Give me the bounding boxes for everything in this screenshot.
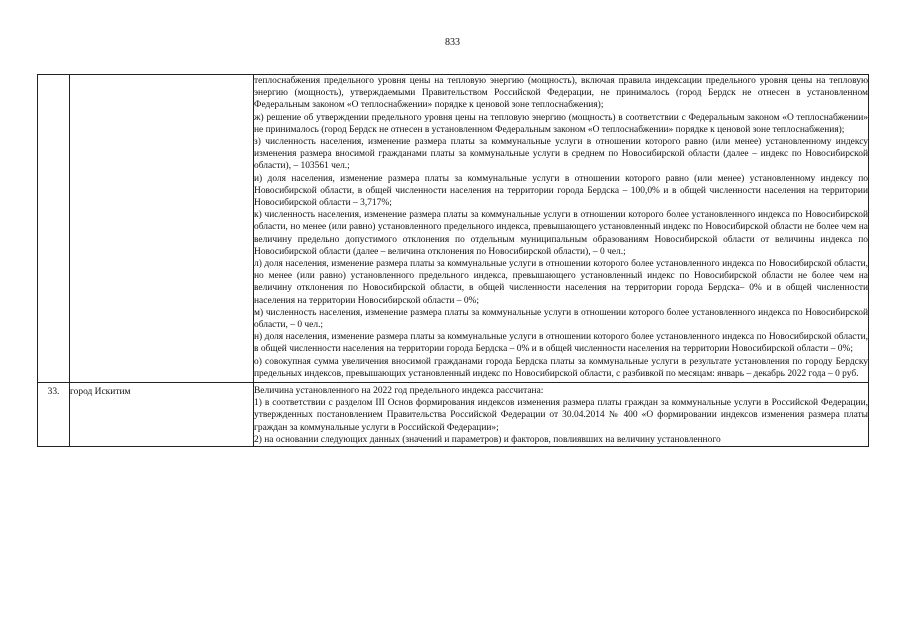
row-number-cell: [38, 75, 70, 383]
page-number: 833: [445, 37, 460, 48]
paragraph: л) доля населения, изменение размера платы за коммунальные услуги в отношении которого более установленного индекса по Новосибирской области, но менее (или равно) установленного предельного индекса, превышающего установленный индекс по Новосибирской области не более чем на величину отклонения по Новосибирской области, в общей численности населения на территории города Бердска– 0% и в общей численности населения на территории Новосибирской области – 0%;: [254, 259, 868, 306]
paragraph: н) доля населения, изменение размера платы за коммунальные услуги в отношении которого более установленного индекса по Новосибирской области, в общей численности населения на территории города Бердска – 0% и в общей численности населения на территории Новосибирской области – 0%;: [254, 332, 868, 355]
paragraph: и) доля населения, изменение размера платы за коммунальные услуги в отношении которого равно (или менее) установленному индексу по Новосибирской области, в общей численности населения на территории города Бердска – 100,0% и в общей численности населения на территории Новосибирской области – 3,717%;: [254, 173, 868, 209]
calculation-text-cell: [254, 75, 869, 383]
paragraph: теплоснабжения предельного уровня цены на тепловую энергию (мощность), включая правила индексации предельного уровня цены на тепловую энергию (мощность), утверждаемыми Правительством Российской Федерации, не принималось (город Бердск не отнесен в установленном Федеральным законом «О теплоснабжении» порядке к ценовой зоне теплоснабжения);: [254, 76, 868, 111]
municipality-name-cell: [70, 75, 254, 383]
calculation-text-cell: [254, 383, 869, 447]
row-number-cell: 33.: [38, 383, 70, 447]
paragraph: 2) на основании следующих данных (значений и параметров) и факторов, повлиявших на величину установленного: [254, 434, 721, 445]
paragraph: 1) в соответствии с разделом III Основ формирования индексов изменения размера платы граждан за коммунальные услуги в Российской Федерации, утвержденных постановлением Правительства Российской Федерации от 30.04.2014 № 400 «О формировании индексов изменения размера платы граждан за коммунальные услуги в Российской Федерации»;: [254, 398, 868, 433]
table-row: [38, 383, 869, 447]
paragraph: о) совокупная сумма увеличения вносимой гражданами города Бердска платы за коммунальные услуги в результате установления по городу Бердску предельных индексов, превышающих установленный индекс по Новосибирской области, с разбивкой по месяцам: январь – декабрь 2022 года – 0 руб.: [254, 356, 868, 379]
municipality-name-cell: город Искитим: [70, 383, 254, 447]
paragraph: Величина установленного на 2022 год предельного индекса рассчитана:: [254, 386, 544, 397]
paragraph: ж) решение об утверждении предельного уровня цены на тепловую энергию (мощность) в соответствии с Федеральным законом «О теплоснабжении» не принималось (город Бердск не отнесен в установленном Федеральным законом «О теплоснабжении» порядке к ценовой зоне теплоснабжения);: [254, 112, 868, 135]
paragraph: м) численность населения, изменение размера платы за коммунальные услуги в отношении которого более установленного индекса по Новосибирской области, – 0 чел.;: [254, 307, 868, 331]
paragraph: к) численность населения, изменение размера платы за коммунальные услуги в отношении которого более установленного индекса по Новосибирской области, но менее (или равно) установленного предельного индекса, превышающего установленный индекс по Новосибирской области не более чем на величину предельно допустимого отклонения по отдельным муниципальным образованиям Новосибирской области от величины индекса по Новосибирской области (далее – величина отклонения по Новосибирской области), – 0 чел.;: [254, 210, 868, 257]
index-table: [37, 74, 869, 447]
paragraph: з) численность населения, изменение размера платы за коммунальные услуги в отношении которого равно (или менее) установленному индексу изменения размера вносимой гражданами платы за коммунальные услуги в среднем по Новосибирской области (далее – индекс по Новосибирской области), – 103561 чел.;: [254, 137, 868, 172]
table-row: [38, 75, 869, 383]
